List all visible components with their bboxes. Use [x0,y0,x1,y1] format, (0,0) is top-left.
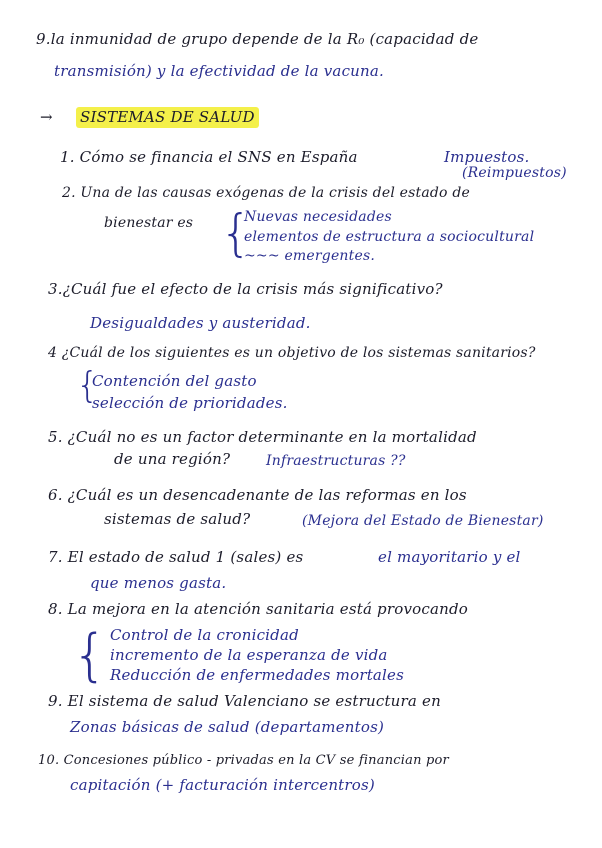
q6-line-1: 6. ¿Cuál es un desencadenante de las reformas en los [48,486,467,504]
q2-line-1: 2. Una de las causas exógenas de la crisis del estado de [62,185,470,201]
arrow-icon: → [40,108,53,126]
q10-line-1: 10. Concesiones público - privadas en la CV se financian por [38,753,449,768]
q2-item-2: elementos de estructura a sociocultural [244,229,535,245]
q4-brace: { [76,365,99,406]
intro-line-1: 9.la inmunidad de grupo depende de la R₀ (capacidad de [36,30,479,48]
q8-item-2: incremento de la esperanza de vida [110,646,388,664]
section-title [76,108,259,126]
q3-answer: Desigualdades y austeridad. [90,314,311,332]
q8-item-1: Control de la cronicidad [110,626,299,644]
q1-answer: Impuestos. [444,148,530,166]
q2-line-2: bienestar es [104,215,194,231]
q8-question: 8. La mejora en la atención sanitaria está provocando [48,600,469,618]
q7-answer-line-2: que menos gasta. [90,574,227,592]
q9-line-1: 9. El sistema de salud Valenciano se estructura en [48,692,441,710]
q5-answer: Infraestructuras ?? [266,453,406,469]
q10-answer: capitación (+ facturación intercentros) [70,776,375,794]
q5-line-2: de una región? [114,450,231,468]
intro-line-2: transmisión) y la efectividad de la vacuna. [54,62,385,80]
q6-line-2: sistemas de salud? [104,510,251,528]
q8-brace: { [72,623,108,688]
q5-line-1: 5. ¿Cuál no es un factor determinante en la mortalidad [48,428,477,446]
q4-item-2: selección de prioridades. [92,394,288,412]
q6-answer: (Mejora del Estado de Bienestar) [302,513,544,529]
q2-item-1: Nuevas necesidades [244,209,392,225]
q1-question: 1. Cómo se financia el SNS en España [60,148,358,166]
q1-answer-alt: (Reimpuestos) [462,165,567,181]
q7-line-1: 7. El estado de salud 1 (sales) es [48,548,304,566]
q9-answer: Zonas básicas de salud (departamentos) [70,718,385,736]
q8-item-3: Reducción de enfermedades mortales [110,666,405,684]
section-title-highlight: SISTEMAS DE SALUD [76,107,259,128]
q7-answer-line-1: el mayoritario y el [378,548,521,566]
q2-item-3: ~~~ emergentes. [244,248,375,264]
q4-item-1: Contención del gasto [92,372,257,390]
q3-question: 3.¿Cuál fue el efecto de la crisis más significativo? [48,280,443,298]
q2-brace: { [220,204,252,262]
q4-question: 4 ¿Cuál de los siguientes es un objetivo de los sistemas sanitarios? [48,345,536,361]
